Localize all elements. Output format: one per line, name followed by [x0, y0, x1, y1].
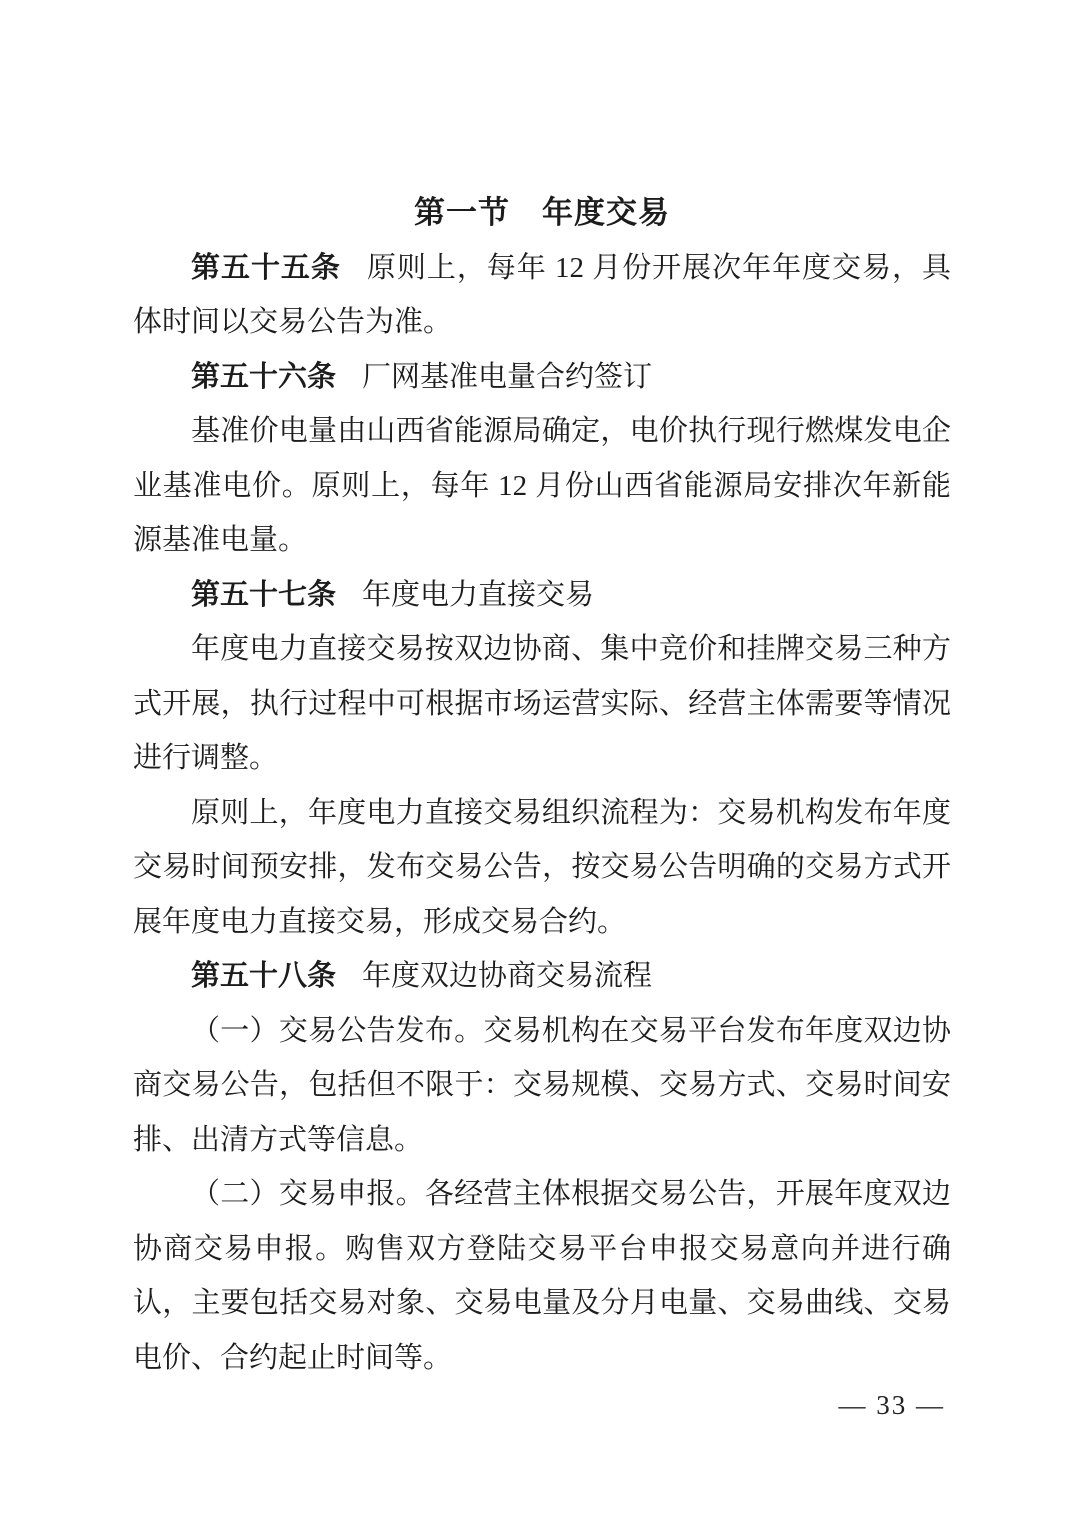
paragraph-article-55 — [133, 241, 951, 350]
document-content — [133, 186, 951, 1385]
paragraph-text: 原则上，年度电力直接交易组织流程为：交易机构发布年度交易时间预安排，发布交易公告，按交易公告明确的交易方式开展年度电力直接交易，形成交易合约。 — [133, 796, 951, 938]
paragraph-text: 年度电力直接交易按双边协商、集中竞价和挂牌交易三种方式开展，执行过程中可根据市场运营实际、经营主体需要等情况进行调整。 — [133, 633, 951, 774]
paragraph-text: 厂网基准电量合约签订 — [362, 360, 653, 393]
paragraph-text: 基准价电量由山西省能源局确定，电价执行现行燃煤发电企业基准电价。原则上，每年 12 月份山西省能源局安排次年新能源基准电量。 — [133, 415, 951, 556]
article-number: 第五十七条 — [191, 578, 337, 611]
paragraph-text: （二）交易申报。各经营主体根据交易公告，开展年度双边协商交易申报。购售双方登陆交易平台申报交易意向并进行确认，主要包括交易对象、交易电量及分月电量、交易曲线、交易电价、合约起止时间等。 — [133, 1178, 951, 1374]
paragraph-text: （一）交易公告发布。交易机构在交易平台发布年度双边协商交易公告，包括但不限于：交易规模、交易方式、交易时间安排、出清方式等信息。 — [133, 1014, 951, 1156]
paragraph-body — [133, 622, 951, 786]
paragraph-body — [133, 404, 951, 568]
paragraph-text: 年度电力直接交易 — [362, 578, 595, 611]
page-number: — 33 — — [838, 1390, 945, 1420]
article-number: 第五十六条 — [191, 360, 337, 393]
paragraph-text: 年度双边协商交易流程 — [362, 960, 653, 992]
paragraph-list-item-1 — [133, 1004, 951, 1168]
paragraph-article-58 — [133, 949, 951, 1004]
article-number: 第五十五条 — [191, 251, 341, 284]
paragraph-list-item-2 — [133, 1167, 951, 1385]
paragraph-article-57 — [133, 568, 951, 623]
paragraph-body — [133, 786, 951, 950]
paragraph-article-56 — [133, 350, 951, 405]
section-title: 第一节 年度交易 — [414, 195, 670, 230]
paragraph-text: 原则上，每年 12 月份开展次年年度交易，具体时间以交易公告为准。 — [133, 251, 951, 338]
article-number: 第五十八条 — [191, 960, 337, 992]
